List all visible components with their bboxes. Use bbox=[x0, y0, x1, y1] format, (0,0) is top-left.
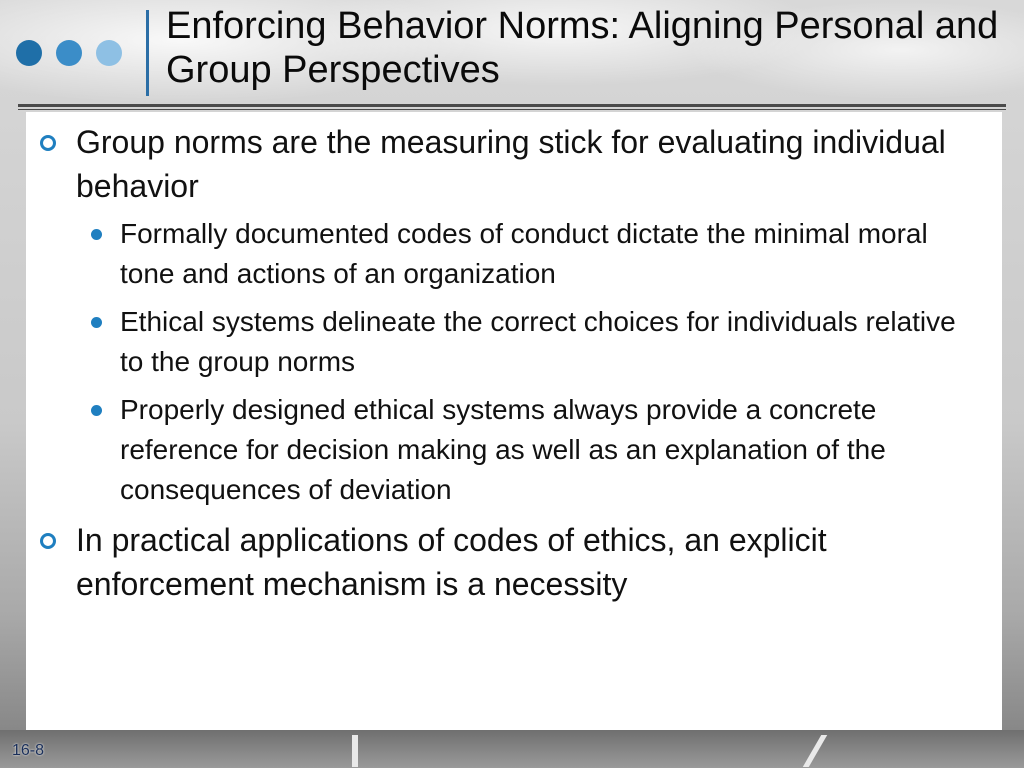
content-panel bbox=[26, 112, 1002, 730]
filled-bullet-icon bbox=[91, 229, 102, 240]
road-marking bbox=[352, 735, 358, 767]
background-road bbox=[0, 730, 1024, 768]
sub-bullet-text: Properly designed ethical systems always provide a concrete reference for decision making as well as an explanation of the consequences of deviation bbox=[120, 394, 886, 505]
sub-bullet-text: Formally documented codes of conduct dictate the minimal moral tone and actions of an organization bbox=[120, 218, 928, 289]
sub-bullet-item bbox=[26, 390, 986, 510]
bullet-item bbox=[26, 120, 986, 208]
dot-1 bbox=[16, 40, 42, 66]
hollow-bullet-icon bbox=[40, 135, 56, 151]
filled-bullet-icon bbox=[91, 405, 102, 416]
bullet-item bbox=[26, 518, 986, 606]
sub-bullet-list bbox=[26, 214, 986, 510]
filled-bullet-icon bbox=[91, 317, 102, 328]
sub-bullet-item bbox=[26, 214, 986, 294]
dot-3 bbox=[96, 40, 122, 66]
dot-2 bbox=[56, 40, 82, 66]
slide-number: 16-8 bbox=[12, 742, 45, 759]
bullet-text: Group norms are the measuring stick for evaluating individual behavior bbox=[76, 124, 946, 204]
sub-bullet-text: Ethical systems delineate the correct choices for individuals relative to the group norms bbox=[120, 306, 956, 377]
title-rule bbox=[18, 104, 1006, 107]
bullet-list bbox=[26, 120, 986, 612]
sub-bullet-item bbox=[26, 302, 986, 382]
hollow-bullet-icon bbox=[40, 533, 56, 549]
title-rule-thin bbox=[18, 109, 1006, 110]
decorative-dots bbox=[16, 40, 122, 66]
bullet-text: In practical applications of codes of ethics, an explicit enforcement mechanism is a necessity bbox=[76, 522, 827, 602]
slide-title: Enforcing Behavior Norms: Aligning Personal and Group Perspectives bbox=[166, 5, 999, 91]
title-divider bbox=[146, 10, 149, 96]
